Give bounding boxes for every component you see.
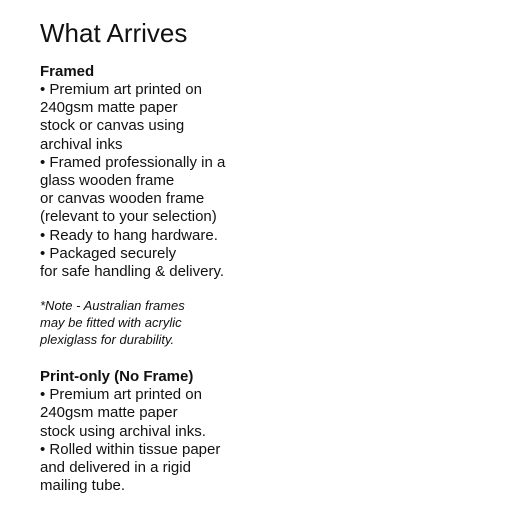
print-only-line: stock using archival inks.: [40, 422, 206, 440]
framed-line: • Packaged securely: [40, 244, 177, 262]
framed-line: • Ready to hang hardware.: [40, 226, 218, 244]
note-line: plexiglass for durability.: [40, 332, 175, 348]
framed-line: glass wooden frame: [40, 172, 175, 190]
framed-line: archival inks: [40, 135, 123, 153]
note-line: *Note - Australian frames: [40, 298, 185, 314]
page-title: What Arrives: [40, 18, 188, 48]
australian-frames-note: [40, 297, 500, 348]
print-only-line: • Rolled within tissue paper: [40, 440, 221, 458]
framed-line: (relevant to your selection): [40, 208, 217, 226]
print-only-line: • Premium art printed on: [40, 386, 202, 404]
print-only-line: 240gsm matte paper: [40, 404, 178, 422]
framed-line: stock or canvas using: [40, 117, 185, 135]
framed-section: [40, 63, 500, 281]
framed-line: • Framed professionally in a: [40, 153, 226, 171]
framed-line: 240gsm matte paper: [40, 99, 178, 117]
print-only-section: [40, 368, 500, 495]
print-only-line: and delivered in a rigid: [40, 459, 191, 477]
framed-line: • Premium art printed on: [40, 81, 202, 98]
content-block: [40, 18, 500, 495]
print-only-line: mailing tube.: [40, 477, 126, 495]
framed-heading: Framed: [40, 63, 95, 80]
framed-line: for safe handling & delivery.: [40, 263, 224, 281]
note-line: may be fitted with acrylic: [40, 315, 182, 331]
framed-line: or canvas wooden frame: [40, 190, 205, 208]
print-only-heading: Print-only (No Frame): [40, 368, 194, 386]
